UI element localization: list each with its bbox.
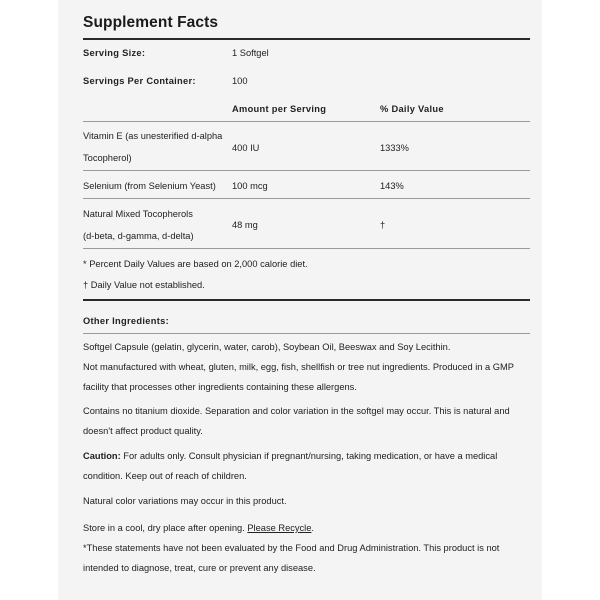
- servings-per-container-value: 100: [232, 76, 248, 86]
- nutrient-daily-value: 143%: [380, 181, 404, 191]
- serving-size-value: 1 Softgel: [232, 48, 269, 58]
- supplement-facts-panel: [58, 0, 542, 600]
- daily-value-header: % Daily Value: [380, 104, 444, 114]
- nutrient-name: Vitamin E (as unesterified d-alpha: [83, 131, 223, 141]
- title-divider: [83, 38, 530, 40]
- amount-per-serving-header: Amount per Serving: [232, 104, 327, 114]
- row-divider: [83, 170, 530, 171]
- caution-statement: [83, 447, 533, 486]
- caution-label: Caution:: [83, 451, 121, 461]
- nutrient-name-cont: Tocopherol): [83, 153, 132, 163]
- dv-not-established-footnote: † Daily Value not established.: [83, 280, 205, 290]
- row-divider: [83, 198, 530, 199]
- nutrient-amount: 400 IU: [232, 143, 260, 153]
- nutrient-amount: 100 mcg: [232, 181, 268, 191]
- nutrient-amount: 48 mg: [232, 220, 258, 230]
- other-ingredients-divider: [83, 333, 530, 334]
- nutrient-name: Natural Mixed Tocopherols: [83, 209, 193, 219]
- storage-text: Store in a cool, dry place after opening.: [83, 523, 248, 533]
- capsule-ingredients: Softgel Capsule (gelatin, glycerin, water, carob), Soybean Oil, Beeswax and Soy Lecithin.: [83, 342, 451, 352]
- allergen-statement: Not manufactured with wheat, gluten, milk, egg, fish, shellfish or tree nut ingredients. Produced in a GMP facility that processes other ingredients containing these allergens.: [83, 362, 514, 392]
- dv-basis-footnote: * Percent Daily Values are based on 2,000 calorie diet.: [83, 259, 308, 269]
- nutrient-name: Selenium (from Selenium Yeast): [83, 181, 216, 191]
- nutrient-name-cont: (d-beta, d-gamma, d-delta): [83, 231, 194, 241]
- storage-statement: [83, 519, 533, 539]
- nutrient-daily-value: 1333%: [380, 143, 409, 153]
- fda-disclaimer: *These statements have not been evaluated by the Food and Drug Administration. This product is not intended to diagnose, treat, cure or prevent any disease.: [83, 543, 500, 573]
- nutrient-daily-value: †: [380, 220, 386, 230]
- caution-text: For adults only. Consult physician if pregnant/nursing, taking medication, or have a medical condition. Keep out of reach of children.: [83, 451, 498, 481]
- footnote-divider: [83, 299, 530, 301]
- titanium-statement: Contains no titanium dioxide. Separation and color variation in the softgel may occur. This is natural and doesn't affect product quality.: [83, 406, 510, 436]
- please-recycle-link[interactable]: Please Recycle: [247, 523, 312, 533]
- storage-end: .: [311, 523, 315, 533]
- header-divider: [83, 121, 530, 122]
- color-variation-statement: Natural color variations may occur in this product.: [83, 496, 287, 506]
- serving-size-label: Serving Size:: [83, 48, 146, 58]
- page-title: Supplement Facts: [83, 14, 219, 31]
- other-ingredients-heading: Other Ingredients:: [83, 316, 169, 326]
- servings-per-container-label: Servings Per Container:: [83, 76, 196, 86]
- row-divider: [83, 248, 530, 249]
